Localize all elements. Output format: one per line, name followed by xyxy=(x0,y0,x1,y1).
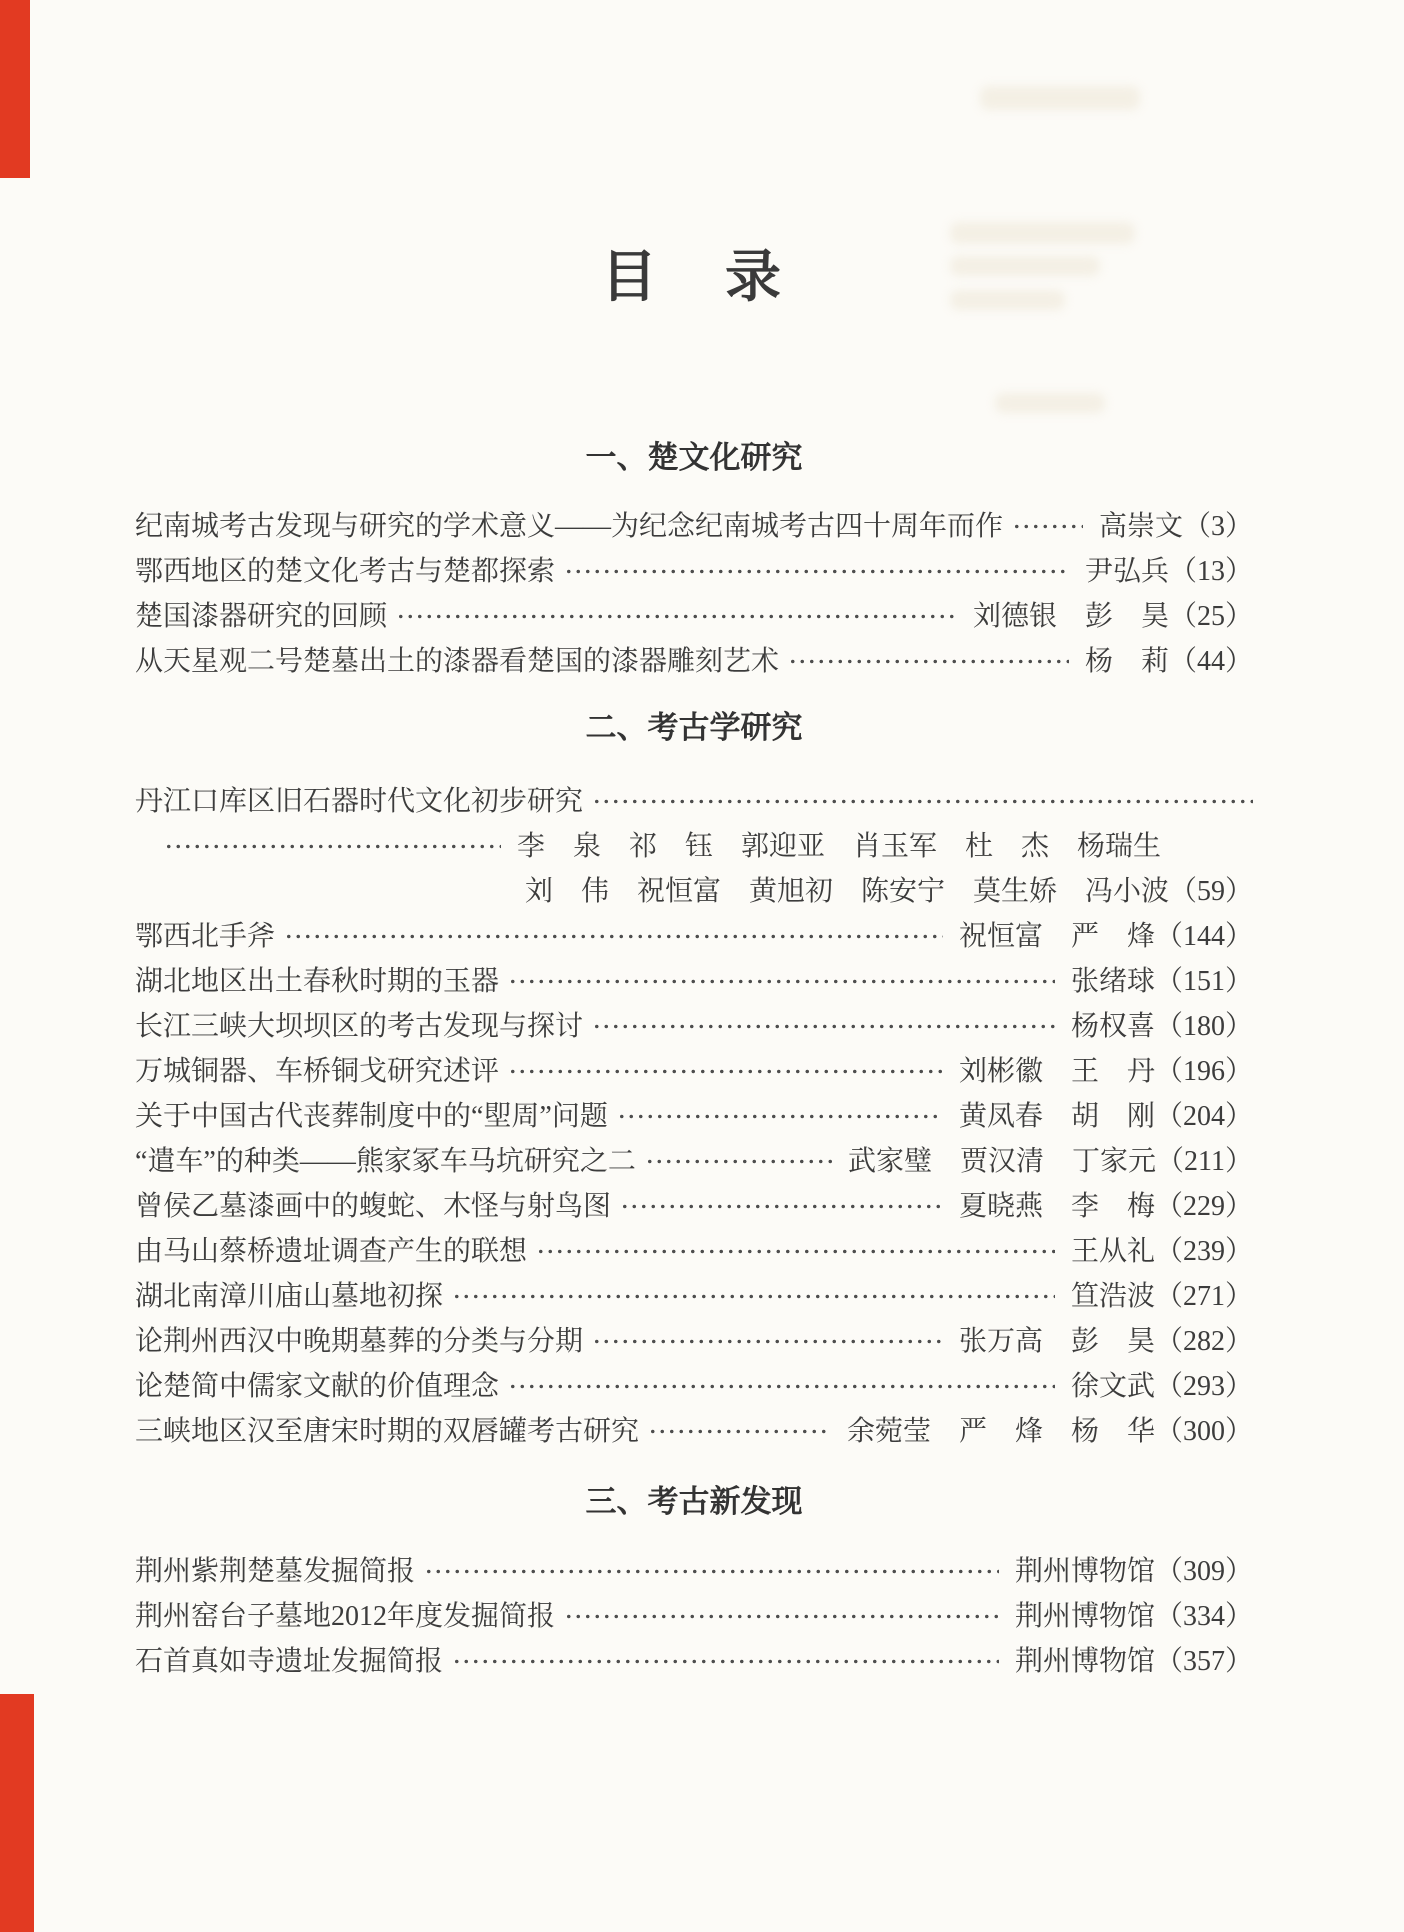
entry-page-number: （196） xyxy=(1154,1056,1253,1087)
toc-entry xyxy=(135,824,1253,869)
section-heading: 二、考古学研究 xyxy=(585,710,803,745)
dot-leader xyxy=(281,914,943,959)
dot-leader xyxy=(645,1409,831,1454)
toc-entry xyxy=(135,1274,1253,1319)
entry-page-number: （282） xyxy=(1154,1326,1253,1357)
entry-title: 曾侯乙墓漆画中的蝮蛇、木怪与射鸟图 xyxy=(135,1191,612,1222)
entry-authors: 刘彬徽 王 丹 xyxy=(958,1056,1155,1087)
section-heading: 一、楚文化研究 xyxy=(585,440,803,475)
entry-authors: 黄凤春 胡 刚 xyxy=(958,1101,1155,1132)
toc-entry xyxy=(135,1364,1253,1409)
entry-page-number: （13） xyxy=(1168,556,1253,587)
entry-authors: 杨 莉 xyxy=(1084,646,1169,677)
toc-entry xyxy=(135,504,1253,549)
dot-leader xyxy=(561,549,1069,594)
entry-page-number: （151） xyxy=(1154,966,1253,997)
dot-leader xyxy=(533,1229,1055,1274)
entry-title: 从天星观二号楚墓出土的漆器看楚国的漆器雕刻艺术 xyxy=(135,646,780,677)
entry-title: 鄂西地区的楚文化考古与楚都探索 xyxy=(135,556,556,587)
entry-page-number: （3） xyxy=(1182,511,1253,542)
toc-entry xyxy=(135,1549,1253,1594)
entry-page-number: （44） xyxy=(1168,646,1253,677)
entry-page-number: （180） xyxy=(1154,1011,1253,1042)
entry-title: 关于中国古代丧葬制度中的“堲周”问题 xyxy=(135,1101,608,1132)
section-rows xyxy=(135,779,1253,1454)
entry-page-number: （144） xyxy=(1154,921,1253,952)
dot-leader xyxy=(421,1549,999,1594)
toc-entry xyxy=(135,1409,1253,1454)
entry-page-number: （300） xyxy=(1154,1416,1253,1447)
entry-authors: 武家璧 贾汉清 丁家元 xyxy=(848,1146,1157,1177)
dot-leader xyxy=(505,1364,1055,1409)
dot-leader xyxy=(642,1139,832,1184)
toc-entry xyxy=(135,1004,1253,1049)
entry-authors: 荆州博物馆 xyxy=(1014,1556,1155,1587)
dot-leader xyxy=(785,639,1069,684)
entry-page-number: （211） xyxy=(1156,1146,1253,1177)
dot-leader xyxy=(505,959,1055,1004)
entry-title: 论楚简中儒家文献的价值理念 xyxy=(135,1371,500,1402)
toc-entry xyxy=(135,779,1253,824)
toc-entry xyxy=(135,639,1253,684)
book-spine-edge-top xyxy=(0,0,30,178)
entry-page-number: （334） xyxy=(1154,1601,1253,1632)
dot-leader xyxy=(617,1184,943,1229)
entry-authors: 李 泉 祁 钰 郭迎亚 肖玉军 杜 杰 杨瑞生 xyxy=(516,831,1161,862)
toc-entry xyxy=(135,1594,1253,1639)
entry-page-number: （309） xyxy=(1154,1556,1253,1587)
dot-leader xyxy=(1009,504,1083,549)
entry-page-number: （357） xyxy=(1154,1646,1253,1677)
toc-entry xyxy=(135,594,1253,639)
toc-entry xyxy=(135,549,1253,594)
dot-leader xyxy=(614,1094,943,1139)
entry-title: 论荆州西汉中晚期墓葬的分类与分期 xyxy=(135,1326,584,1357)
dot-leader xyxy=(561,1594,999,1639)
toc-entry xyxy=(135,1319,1253,1364)
entry-authors: 张绪球 xyxy=(1070,966,1155,997)
entry-authors: 余菀莹 严 烽 杨 华 xyxy=(846,1416,1155,1447)
entry-title: 石首真如寺遗址发掘简报 xyxy=(135,1646,444,1677)
entry-page-number: （204） xyxy=(1154,1101,1253,1132)
page-title: 目 录 xyxy=(601,247,787,309)
entry-authors: 笪浩波 xyxy=(1070,1281,1155,1312)
section-rows xyxy=(135,504,1253,684)
toc-content xyxy=(135,0,1253,1932)
entry-title: 丹江口库区旧石器时代文化初步研究 xyxy=(135,786,584,817)
entry-page-number: （271） xyxy=(1154,1281,1253,1312)
entry-page-number: （25） xyxy=(1168,601,1253,632)
entry-title: 纪南城考古发现与研究的学术意义——为纪念纪南城考古四十周年而作 xyxy=(135,511,1004,542)
dot-leader xyxy=(505,1049,943,1094)
entry-title: 湖北地区出土春秋时期的玉器 xyxy=(135,966,500,997)
entry-authors: 徐文武 xyxy=(1070,1371,1155,1402)
toc-entry xyxy=(135,869,1253,914)
entry-page-number: （239） xyxy=(1154,1236,1253,1267)
toc-entry xyxy=(135,1049,1253,1094)
entry-title: 荆州紫荆楚墓发掘简报 xyxy=(135,1556,416,1587)
dot-leader xyxy=(589,1004,1055,1049)
entry-authors: 刘德银 彭 昊 xyxy=(972,601,1169,632)
entry-page-number: （59） xyxy=(1168,876,1253,907)
toc-entry xyxy=(135,914,1253,959)
dot-leader xyxy=(589,1319,943,1364)
toc-entry xyxy=(135,1639,1253,1684)
toc-entry xyxy=(135,1184,1253,1229)
dot-leader xyxy=(161,824,501,869)
entry-authors: 尹弘兵 xyxy=(1084,556,1169,587)
section-heading: 三、考古新发现 xyxy=(585,1484,803,1519)
dot-leader xyxy=(449,1639,999,1684)
entry-page-number: （293） xyxy=(1154,1371,1253,1402)
entry-authors: 张万高 彭 昊 xyxy=(958,1326,1155,1357)
entry-title: 由马山蔡桥遗址调查产生的联想 xyxy=(135,1236,528,1267)
entry-title: 长江三峡大坝坝区的考古发现与探讨 xyxy=(135,1011,584,1042)
entry-page-number: （229） xyxy=(1154,1191,1253,1222)
entry-title: 湖北南漳川庙山墓地初探 xyxy=(135,1281,444,1312)
entry-authors: 祝恒富 严 烽 xyxy=(958,921,1155,952)
toc-entry xyxy=(135,1229,1253,1274)
toc-entry xyxy=(135,1094,1253,1139)
entry-title: 三峡地区汉至唐宋时期的双唇罐考古研究 xyxy=(135,1416,640,1447)
dot-leader xyxy=(589,779,1253,824)
entry-authors: 刘 伟 祝恒富 黄旭初 陈安宁 莫生娇 冯小波 xyxy=(524,876,1169,907)
book-spine-edge-bottom xyxy=(0,1694,34,1932)
section-rows xyxy=(135,1549,1253,1684)
entry-title: 万城铜器、车桥铜戈研究述评 xyxy=(135,1056,500,1087)
toc-entry xyxy=(135,1139,1253,1184)
entry-authors: 杨权喜 xyxy=(1070,1011,1155,1042)
toc-entry xyxy=(135,959,1253,1004)
entry-title: 楚国漆器研究的回顾 xyxy=(135,601,388,632)
entry-title: 鄂西北手斧 xyxy=(135,921,276,952)
entry-authors: 荆州博物馆 xyxy=(1014,1646,1155,1677)
entry-authors: 高崇文 xyxy=(1098,511,1183,542)
entry-authors: 王从礼 xyxy=(1070,1236,1155,1267)
entry-authors: 荆州博物馆 xyxy=(1014,1601,1155,1632)
entry-authors: 夏晓燕 李 梅 xyxy=(958,1191,1155,1222)
entry-title: 荆州窑台子墓地2012年度发掘简报 xyxy=(135,1601,556,1632)
dot-leader xyxy=(393,594,957,639)
entry-title: “遣车”的种类——熊家冢车马坑研究之二 xyxy=(135,1146,636,1177)
dot-leader xyxy=(449,1274,1055,1319)
